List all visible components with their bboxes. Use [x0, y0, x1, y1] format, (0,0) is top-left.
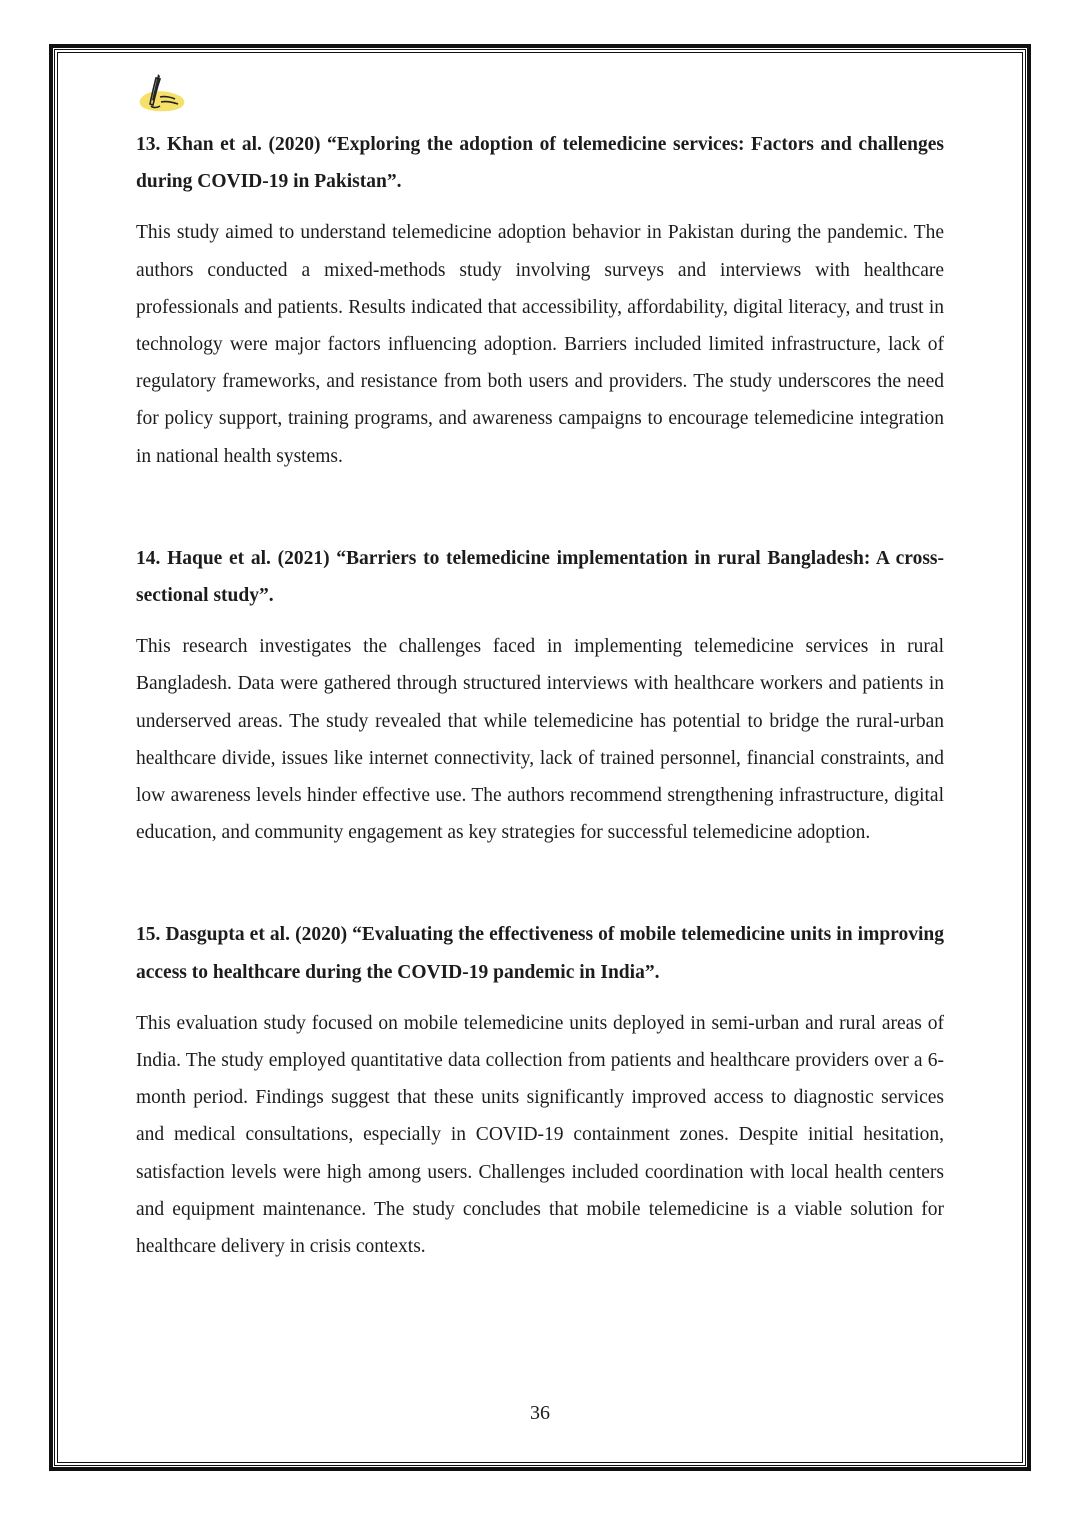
pen-writing-icon	[134, 70, 190, 116]
page-number: 36	[530, 1402, 550, 1424]
review-heading: 15. Dasgupta et al. (2020) “Evaluating the effectiveness of mobile telemedicine units in improving access to healthcare during the COVID-19 pandemic in India”.	[136, 924, 944, 983]
review-paragraph: This research investigates the challenges faced in implementing telemedicine services in rural Bangladesh. Data were gathered through structured interviews with healthcare workers and patients in underserved areas. The study revealed that while telemedicine has potential to bridge the rural-urban healthcare divide, issues like internet connectivity, lack of trained personnel, financial constraints, and low awareness levels hinder effective use. The authors recommend strengthening infrastructure, digital education, and community engagement as key strategies for successful telemedicine adoption.	[136, 636, 944, 844]
review-13	[136, 126, 944, 475]
section-spacer	[136, 851, 944, 916]
section-spacer	[136, 475, 944, 540]
review-14	[136, 540, 944, 852]
review-paragraph: This evaluation study focused on mobile telemedicine units deployed in semi-urban and rural areas of India. The study employed quantitative data collection from patients and healthcare providers over a 6-month period. Findings suggest that these units significantly improved access to diagnostic services and medical consultations, especially in COVID-19 containment zones. Despite initial hesitation, satisfaction levels were high among users. Challenges included coordination with local health centers and equipment maintenance. The study concludes that mobile telemedicine is a viable solution for healthcare delivery in crisis contexts.	[136, 1012, 944, 1258]
review-paragraph: This study aimed to understand telemedicine adoption behavior in Pakistan during the pandemic. The authors conducted a mixed-methods study involving surveys and interviews with healthcare professionals and patients. Results indicated that accessibility, affordability, digital literacy, and trust in technology were major factors influencing adoption. Barriers included limited infrastructure, lack of regulatory frameworks, and resistance from both users and providers. The study underscores the need for policy support, training programs, and awareness campaigns to encourage telemedicine integration in national health systems.	[136, 222, 944, 467]
review-heading: 14. Haque et al. (2021) “Barriers to telemedicine implementation in rural Bangladesh: A cross-sectional study”.	[136, 547, 944, 607]
document-body	[136, 126, 944, 1265]
review-heading: 13. Khan et al. (2020) “Exploring the adoption of telemedicine services: Factors and challenges during COVID-19 in Pakistan”.	[136, 134, 944, 193]
review-15	[136, 916, 944, 1265]
